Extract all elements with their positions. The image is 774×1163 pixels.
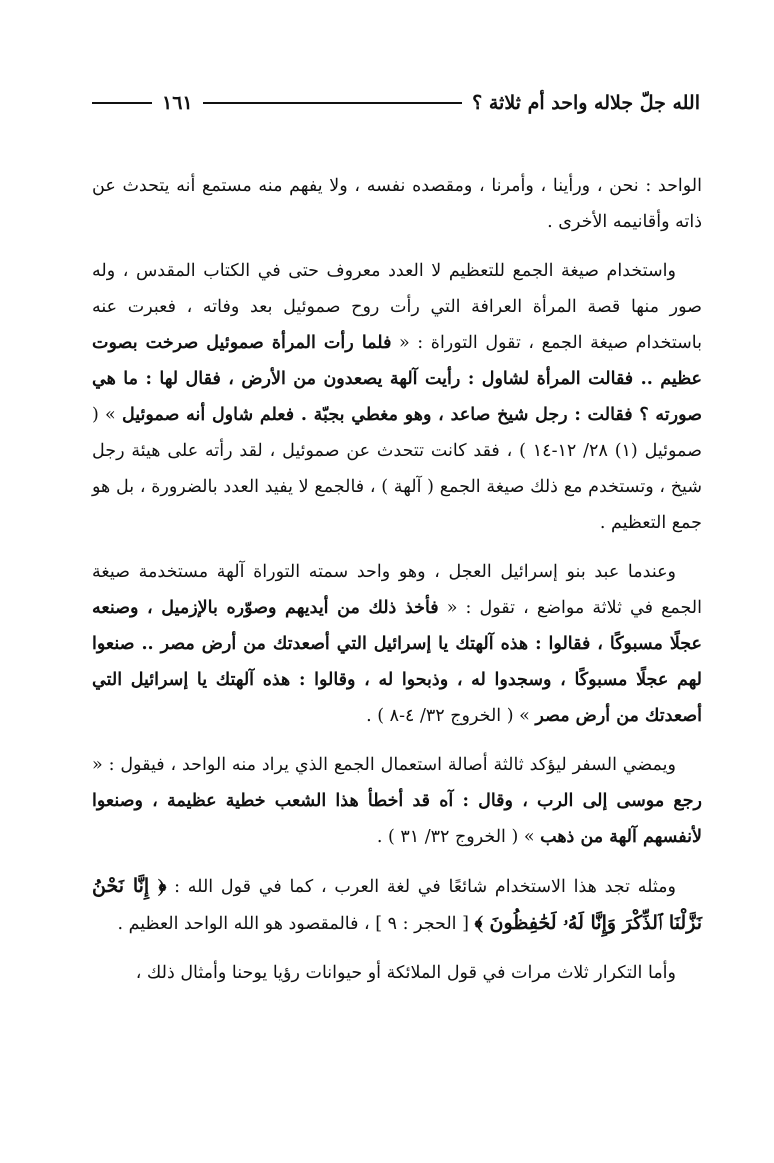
paragraph xyxy=(92,253,702,541)
paragraph-text: واستخدام صيغة الجمع للتعظيم لا العدد معروف حتى في الكتاب المقدس ، وله صور منها قصة المرأة العرافة التي رأت روح صموئيل بعد وفاته ، فعبرت عنه باستخدام صيغة الجمع ، تقول التوراة : « xyxy=(92,261,702,353)
paragraph xyxy=(92,554,702,734)
paragraph xyxy=(92,955,702,991)
quran-verse: ﴿ إِنَّا نَحْنُ نَزَّلْنَا ٱلذِّكْرَ وَإِنَّا لَهُۥ لَحَٰفِظُونَ ﴾ xyxy=(92,875,702,934)
paragraph-text: [ الحجر : ٩ ] ، فالمقصود هو الله الواحد العظيم . xyxy=(117,914,475,934)
paragraph-text: » ( الخروج ٣٢/ ٣١ ) . xyxy=(376,827,541,847)
paragraph xyxy=(92,168,702,240)
paragraph-text: ويمضي السفر ليؤكد ثالثة أصالة استعمال الجمع الذي يراد منه الواحد ، فيقول : « xyxy=(92,755,676,775)
running-header xyxy=(92,86,700,120)
header-rule xyxy=(203,102,463,104)
page-number: ١٦١ xyxy=(162,91,193,114)
paragraph-text: الواحد : نحن ، ورأينا ، وأمرنا ، ومقصده نفسه ، ولا يفهم منه مستمع أنه يتحدث عن ذاته وأقانيمه الأخرى . xyxy=(92,176,702,232)
paragraph-text: وأما التكرار ثلاث مرات في قول الملائكة أو حيوانات رؤيا يوحنا وأمثال ذلك ، xyxy=(135,963,676,983)
paragraph-text: ومثله تجد هذا الاستخدام شائعًا في لغة العرب ، كما في قول الله : xyxy=(166,877,676,897)
paragraph xyxy=(92,747,702,855)
body-text xyxy=(92,168,702,1004)
paragraph-text: » ( الخروج ٣٢/ ٤-٨ ) . xyxy=(366,706,536,726)
paragraph-text: وعندما عبد بنو إسرائيل العجل ، وهو واحد سمته التوراة آلهة مستخدمة صيغة الجمع في ثلاثة مواضع ، تقول : « xyxy=(92,562,702,618)
bible-quotation: فلما رأت المرأة صموئيل صرخت بصوت عظيم .. فقالت المرأة لشاول : رأيت آلهة يصعدون من الأرض ، فقال لها : ما هي صورته ؟ فقالت : رجل شيخ صاعد ، وهو مغطي بجبّة . فعلم شاول أنه صموئيل xyxy=(92,333,702,425)
bible-quotation: رجع موسى إلى الرب ، وقال : آه قد أخطأ هذا الشعب خطية عظيمة ، وصنعوا لأنفسهم آلهة من ذهب xyxy=(92,791,702,847)
bible-quotation: فأخذ ذلك من أيديهم وصوّره بالإزميل ، وصنعه عجلًا مسبوكًا ، فقالوا : هذه آلهتك يا إسرائيل التي أصعدتك من أرض مصر .. صنعوا لهم عجلًا مسبوكًا ، وسجدوا له ، وذبحوا له ، وقالوا : هذه آلهتك يا إسرائيل التي أصعدتك من أرض مصر xyxy=(92,598,702,726)
header-rule-short xyxy=(92,102,152,104)
paragraph-text: » ( صموئيل (١) ٢٨/ ١٢-١٤ ) ، فقد كانت تتحدث عن صموئيل ، لقد رأته على هيئة رجل شيخ ، وتستخدم مع ذلك صيغة الجمع ( آلهة ) ، فالجمع لا يفيد العدد بالضرورة ، بل هو جمع التعظيم . xyxy=(92,405,702,533)
paragraph xyxy=(92,868,702,942)
header-title: الله جلّ جلاله واحد أم ثلاثة ؟ xyxy=(472,91,700,114)
